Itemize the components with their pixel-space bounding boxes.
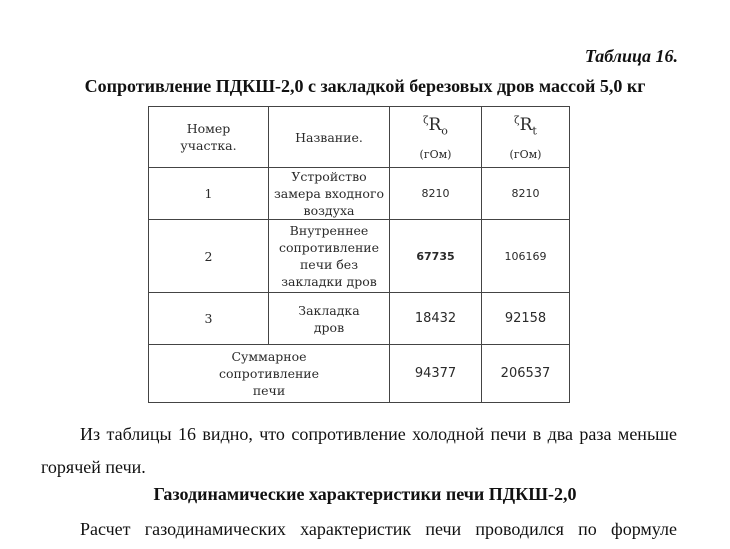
cell-rt: 92158 [482,293,570,345]
resistance-table [148,106,570,403]
cell-name: Закладка дров [269,293,390,345]
cell-section: 1 [149,168,269,220]
cell-ro: 18432 [390,293,482,345]
rt-unit: (гОм) [509,147,542,161]
total-label: Суммарное сопротивление печи [149,345,390,403]
rt-symbol: $^\zeta R_t$ [514,115,537,138]
table-caption: Таблица 16. [584,46,678,66]
header-rt [482,107,570,168]
cell-section: 3 [149,293,269,345]
cell-section: 2 [149,220,269,293]
cell-name: Устройство замера входного воздуха [269,168,390,220]
table-title: Сопротивление ПДКШ-2,0 с закладкой березовых дров массой 5,0 кг [84,76,646,96]
cell-rt: 106169 [482,220,570,293]
cell-name: Внутреннее сопротивление печи без закладки дров [269,220,390,293]
total-ro: 94377 [390,345,482,403]
table-header-row [149,107,570,168]
cell-rt: 8210 [482,168,570,220]
cell-ro: 67735 [390,220,482,293]
header-ro [390,107,482,168]
table-total-row [149,345,570,403]
ro-symbol: $^\zeta R_о$ [423,115,448,138]
section-heading: Газодинамические характеристики печи ПДКШ-2,0 [153,484,577,504]
header-section: Номер участка. [149,107,269,168]
cell-ro: 8210 [390,168,482,220]
paragraph-conclusion: Из таблицы 16 видно, что сопротивление холодной печи в два раза меньше горячей печи. [41,424,677,477]
header-name: Название. [269,107,390,168]
table-row [149,168,570,220]
paragraph-method: Расчет газодинамических характеристик печи проводился по формуле [80,519,677,539]
total-rt: 206537 [482,345,570,403]
table-row [149,220,570,293]
ro-unit: (гОм) [419,147,452,161]
table-row [149,293,570,345]
